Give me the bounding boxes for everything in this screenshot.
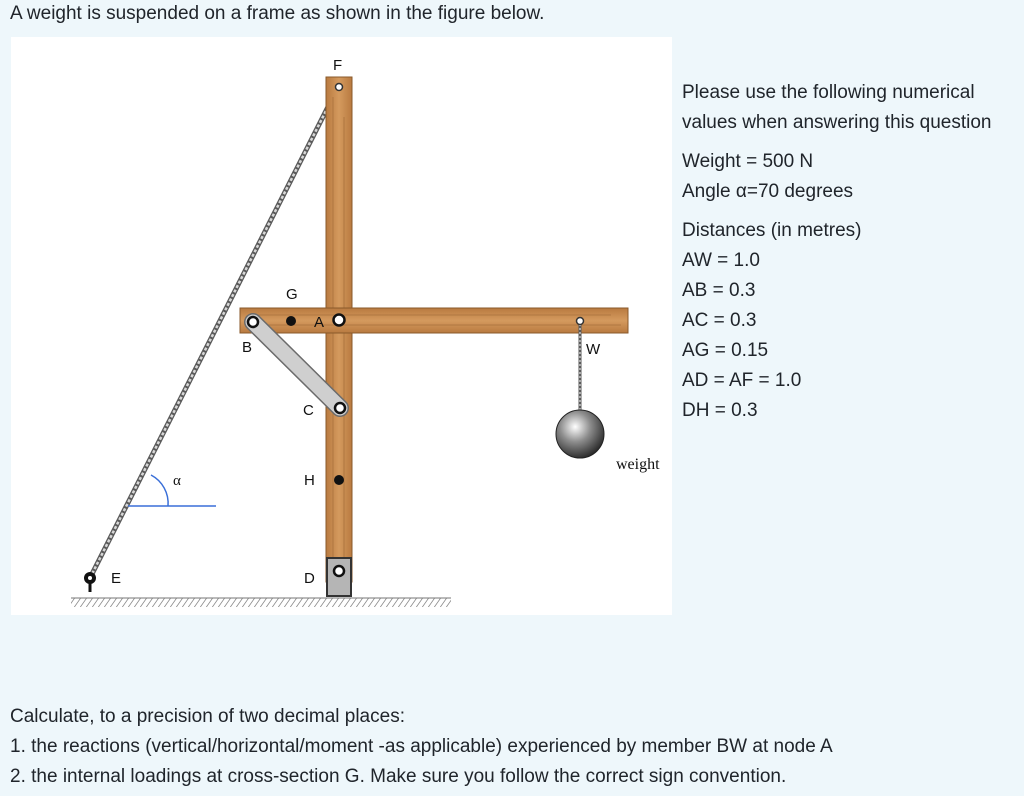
- frame-diagram: [11, 37, 672, 615]
- point-g: [286, 316, 296, 326]
- label-w: W: [586, 341, 601, 358]
- label-alpha: α: [173, 473, 181, 489]
- angle-value: Angle α=70 degrees: [682, 181, 854, 202]
- distance-ac: AC = 0.3: [682, 310, 757, 331]
- pin-b: [248, 317, 258, 327]
- label-d: D: [304, 570, 315, 587]
- distances-heading: Distances (in metres): [682, 220, 862, 241]
- question-tasks: [10, 702, 833, 792]
- label-b: B: [242, 339, 253, 356]
- distance-ag: AG = 0.15: [682, 340, 769, 361]
- distance-ad-af: AD = AF = 1.0: [682, 370, 802, 391]
- task-1: 1. the reactions (vertical/horizontal/moment -as applicable) experienced by member BW at node A: [10, 736, 833, 757]
- horizontal-beam-bw: [240, 308, 628, 333]
- distance-ab: AB = 0.3: [682, 280, 756, 301]
- distance-aw: AW = 1.0: [682, 250, 760, 271]
- label-e: E: [111, 570, 122, 587]
- ground-hatching: [71, 598, 451, 607]
- instruction-line-2: values when answering this question: [682, 112, 992, 133]
- label-weight: weight: [616, 456, 660, 473]
- label-c: C: [303, 402, 314, 419]
- frame-figure: [11, 37, 672, 615]
- label-a: A: [314, 314, 325, 331]
- point-h: [334, 475, 344, 485]
- intro-text: A weight is suspended on a frame as shown in the figure below.: [10, 3, 545, 24]
- pin-a: [334, 315, 345, 326]
- pin-c: [335, 403, 345, 413]
- instruction-line-1: Please use the following numerical: [682, 82, 975, 103]
- anchor-e: [84, 572, 96, 592]
- label-h: H: [304, 472, 315, 489]
- task-intro: Calculate, to a precision of two decimal places:: [10, 706, 405, 727]
- weight-value: Weight = 500 N: [682, 151, 814, 172]
- numerical-values-panel: [682, 78, 991, 435]
- pin-d: [334, 566, 344, 576]
- distance-dh: DH = 0.3: [682, 400, 758, 421]
- label-g: G: [286, 286, 298, 303]
- label-f: F: [333, 57, 343, 74]
- pin-f: [336, 84, 343, 91]
- task-2: 2. the internal loadings at cross-section G. Make sure you follow the correct sign convention.: [10, 766, 787, 787]
- weight-ball: [556, 410, 604, 458]
